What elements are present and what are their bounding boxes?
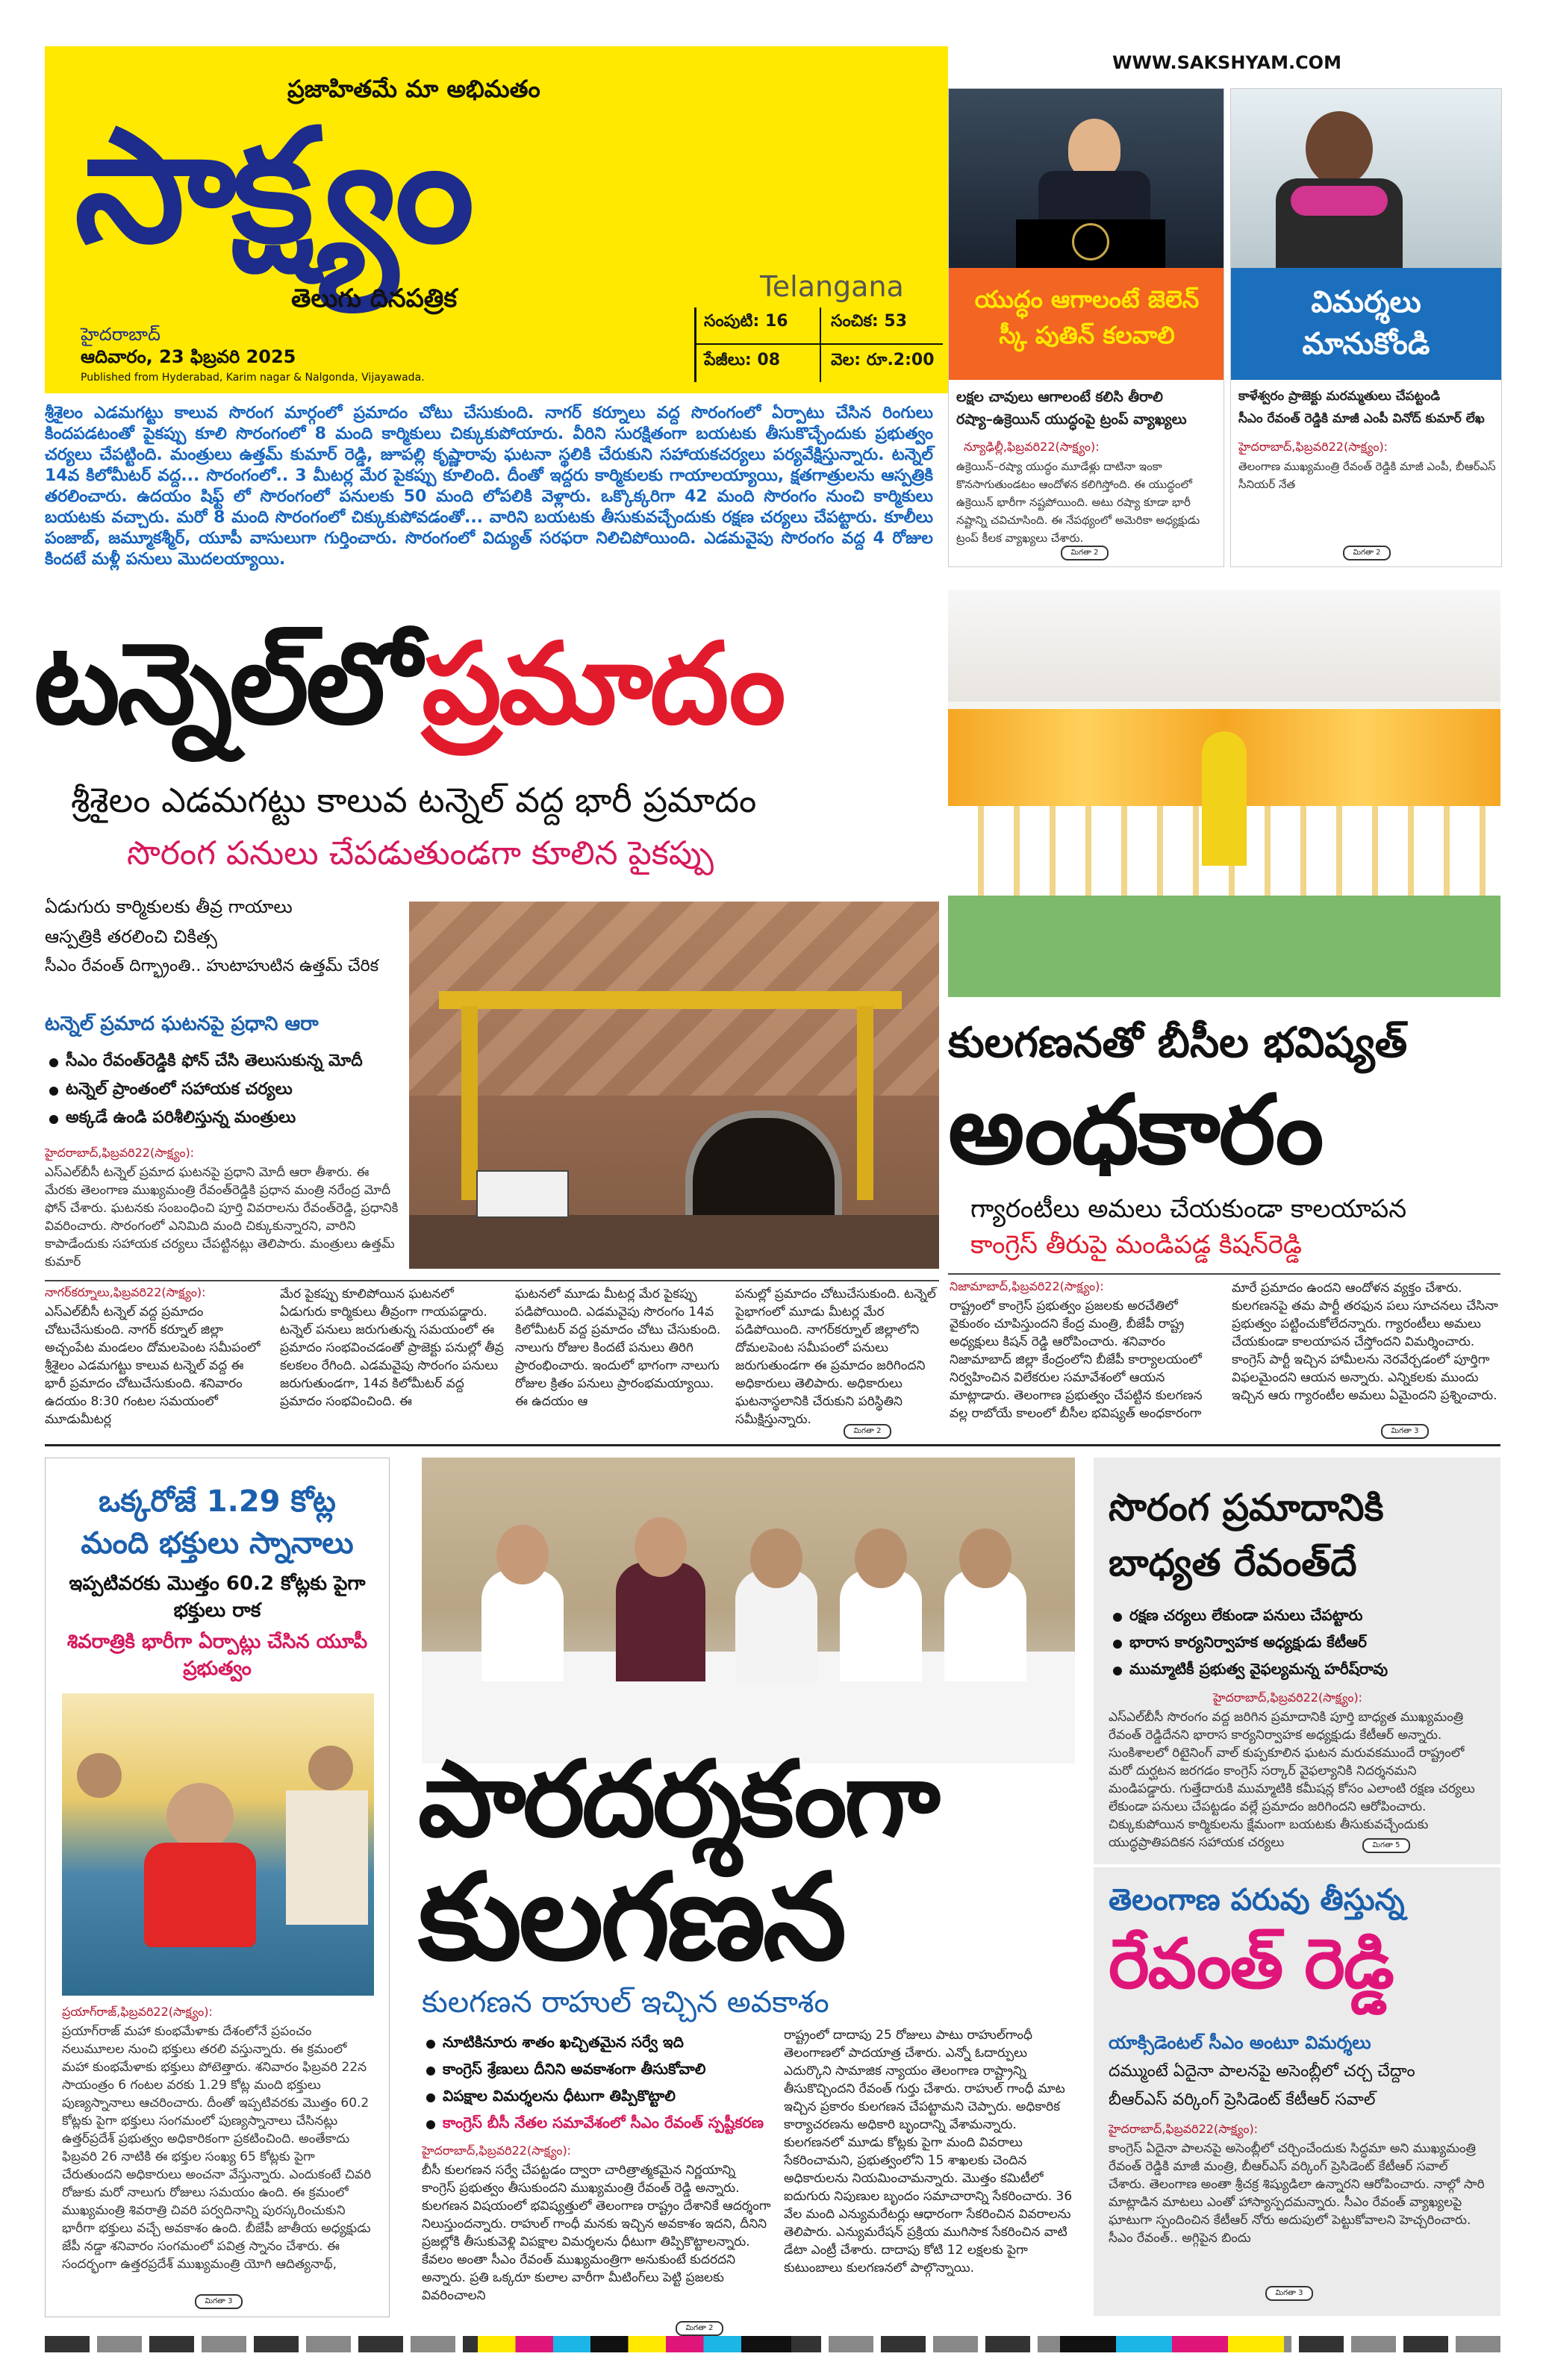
kishan-head2: అంధకారం [948,1075,1323,1186]
edition-label: Telangana [760,270,904,303]
teaser-right-sub1: కాళేశ్వరం ప్రాజెక్టు మరమ్మతులు చేపట్టండి [1238,389,1441,404]
kumbh-body: ప్రయాగ్‌రాజ్ మహా కుంభమేళాకు దేశంలోనే ప్రపంచం నలుమూలల నుంచి భక్తులు తరలి వస్తున్నారు. ఈ క్రమంలో మహా కుంభమేళాకు భక్తులు పోటెత్తారు. శనివారం ఫిబ్రవరి 22న సాయంత్రం 6 గంటల వరకు 1.29 కోట్ల మంది భక్తులు పుణ్యస్నానాలు ఆచరించారు. దీంతో ఇప్పటివరకు మొత్తం 60.2 కోట్లకు పైగా భక్తులు సంగమంలో పుణ్యస్నానాలు చేసినట్లు ఉత్తర్‌ప్రదేశ్ ప్రభుత్వం అధికారికంగా ప్రకటించింది. అంతేకాదు ఫిబ్రవరి 26 నాటికి ఈ భక్తుల సంఖ్య 65 కోట్లకు పైగా చేరుతుందని అధికారులు అంచనా వేస్తున్నారు. ఎందుకంటే చివరి రోజుకు మరో నాలుగు రోజులు సమయం ఉంది. ఈ క్రమంలో ముఖ్యమంత్రి శివరాత్రి చివరి పర్వదినాన్ని పురస్కరించుకుని భారీగా భక్తులు వచ్చే అవకాశం ఉంది. బీజేపీ జాతీయ అధ్యక్షుడు జేపీ నడ్డా శనివారం సంగమంలో పవిత్ర స్నానం చేశారు. ఈ సందర్భంగా ఉత్తరప్రదేశ్ ముఖ్యమంత్రి యోగి ఆదిత్యనాథ్, [62,2024,372,2272]
harish-dateline: హైదరాబాద్,ఫిబ్రవరి22(సాక్ష్యం): [1213,1690,1363,1705]
jump-pill[interactable]: మిగతా 5 [1362,1838,1410,1853]
census-point-3: విపక్షాల విమర్శలను ధీటుగా తిప్పికొట్టాలి [422,2084,773,2107]
pm-body: ఎస్ఎల్‌బీసీ టన్నెల్ ప్రమాద ఘటనపై ప్రధాని మోదీ ఆరా తీశారు. ఈ మేరకు తెలంగాణ ముఖ్యమంత్రి రేవంత్‌రెడ్డికి ప్రధాన మంత్రి నరేంద్ర మోదీ ఫోన్ చేశారు. ఘటనకు సంబంధించి పూర్తి వివరాలను రేవంత్‌రెడ్డి, ప్రధానికి వివరించారు. సొరంగంలో ఎనిమిది మంది చిక్కుకున్నారని, వారిని కాపాడేందుకు సహాయక చర్యలు చేపట్టినట్లు తెలిపారు. మంత్రులు ఉత్తమ్ కుమార్ [45,1165,399,1269]
lead-headline [34,619,944,784]
masthead-subtitle: తెలుగు దినపత్రిక [291,284,458,313]
jump-pill[interactable]: మిగతా 2 [676,2321,723,2336]
vinod-photo [1231,89,1501,268]
census-sub: కులగణన రాహుల్ ఇచ్చిన అవకాశం [422,1985,829,2020]
teaser-right [1230,88,1502,567]
lead-headline-red: ప్రమాదం [422,619,783,749]
logo: సాక్ష్యం [75,95,470,278]
pm-point-3: అక్కడే ఉండి పరిశీలిస్తున్న మంత్రులు [45,1106,402,1130]
ktr-head: రేవంత్ రెడ్డి [1109,1924,1393,2004]
pm-inquiry-title: టన్నెల్ ప్రమాద ఘటనపై ప్రధాని ఆరా [45,1013,319,1035]
teaser-left-sub1: లక్షల చావులు ఆగాలంటే కలిసి తీరాలి [956,389,1163,405]
lead-points [45,892,396,981]
ktr-body: కాంగ్రెస్ ఏదైనా పాలనపై అసెంబ్లీలో చర్చించేందుకు సిద్ధమా అని ముఖ్యమంత్రి రేవంత్ రెడ్డికి మాజీ మంత్రి, బీఆర్ఎస్ వర్కింగ్ ప్రెసిడెంట్ కేటీఆర్ సవాల్ చేశారు. తెలంగాణ అంతా శ్రీచక్ర శిష్యుడిలా ఉన్నారని ఆరోపించారు. నాల్గో సారి మాట్లాడిన మాటలు ఎంతో హాస్యాస్పదమన్నారు. సీఎం రేవంత్ వ్యాఖ్యలపై ఘాటుగా స్పందించిన కేటీఆర్ నోరు అదుపులో పెట్టుకోవాలని హెచ్చరించారు. సీఎం రేవంత్.. అగ్గిపైన బిందు [1109,2141,1485,2246]
harish-body: ఎస్‌ఎల్‌బీసీ సొరంగం వద్ద జరిగిన ప్రమాదానికి పూర్తి బాధ్యత ముఖ్యమంత్రి రేవంత్ రెడ్డిదేనని భారాస కార్యనిర్వాహక అధ్యక్షుడు కేటీఆర్ అన్నారు. సుంకిశాలలో రిటైనింగ్ వాల్ కుప్పకూలిన ఘటన మరువకముందే రాష్ట్రంలో మరో దుర్ఘటన జరగడం కాంగ్రెస్ సర్కార్ వైఫల్యానికి నిదర్శనమని మండిపడ్డారు. గుత్తేదారుకి ముమ్మాటికి కమీషన్ల కోసం ఎలాంటి రక్షణ చర్యలు లేకుండా పనులు చేపట్టడం వల్లే ప్రమాదం జరిగిందని ఆరోపించారు. చిక్కుకుపోయిన కార్మికులను క్షేమంగా బయటకు తీసుకువచ్చేందుకు యుద్ధప్రాతిపదికన సహాయక చర్యలు [1109,1710,1475,1850]
page-count: పేజీలు: 08 [704,351,781,369]
teaser-right-dateline: హైదరాబాద్,ఫిబ్రవరి22(సాక్ష్యం): [1238,440,1388,454]
kumbh-sub2: శివరాత్రికి భారీగా ఏర్పాట్లు చేసిన యూపీ ప్రభుత్వం [66,1631,368,1680]
lead-point-2: ఆస్పత్రికి తరలించి చికిత్స [45,926,217,947]
masthead-slogan: ప్రజాహితమే మా అభిమతం [287,75,540,103]
teaser-left-body: ఉక్రెయిన్–రష్యా యుద్ధం మూడేళ్లు దాటినా ఇంకా కొనసాగుతుండటం ఆందోళన కలిగిస్తోంది. ఈ యుద్ధంలో ఉక్రెయిన్ భారీగా నష్టపోయింది. అటు రష్యా కూడా భారీ నష్టాన్ని చవిచూసింది. ఈ నేపథ్యంలో అమెరికా అధ్యక్షుడు ట్రంప్ కీలక వ్యాఖ్యలు చేశారు. [956,460,1200,545]
teaser-left-headline: యుద్ధం ఆగాలంటే జెలెన్ స్కీ పుతిన్ కలవాలి [974,285,1200,349]
date-label: ఆదివారం, 23 ఫిబ్రవరి 2025 [81,346,296,367]
pm-point-1: సీఎం రేవంత్‌రెడ్డికి ఫోన్ చేసి తెలుసుకున్న మోదీ [45,1049,402,1073]
lead-point-3: సీఎం రేవంత్ దిగ్భ్రాంతి.. హుటాహుటిన ఉత్తమ్ చేరిక [45,957,379,975]
census-col2: రాష్ట్రంలో దాదాపు 25 రోజులు పాటు రాహుల్‌గాంధీ తెలంగాణలో పాదయాత్ర చేశారు. ఎన్నో ఓదార్పులు ఎదుర్కొని సామాజిక న్యాయం తెలంగాణ రాష్ట్రాన్ని తీసుకొచ్చిందని రేవంత్ గుర్తు చేశారు. రాహుల్ గాంధీ మాట ఇచ్చిన ప్రకారం కులగణన చేపట్టామని చెప్పారు. అధికారిక కార్యాచరణను అధికారి బృందాన్ని వేశామన్నారు. కులగణనలో మూడు కోట్లకు పైగా మంది వివరాలు సేకరించామని, ప్రభుత్వంలోని 15 శాఖలకు చెందిన అధికారులను నియమించామన్నారు. మొత్తం కమిటీలో ఐదుగురు నిపుణుల బృందం సమాచారాన్ని సేకరించారు. 36 వేల మంది ఎన్యుమరేటర్లు ఆధారంగా సేకరించిన వివరాలను తెలిపారు. ఎన్యుమరేషన్ ప్రక్రియ ముగిసాక సేకరించిన వాటి డేటా ఎంట్రీ చేశారు. దాదాపు కోటి 12 లక్షలకు పైగా కుటుంబాలు కులగణనలో పాల్గొన్నాయి. [784,2028,1073,2276]
color-bar [1060,2336,1284,2352]
census-col1: బీసీ కులగణన సర్వే చేపట్టడం ద్వారా చారిత్రాత్మకమైన నిర్ణయాన్ని కాంగ్రెస్ ప్రభుత్వం తీసుకుందని ముఖ్యమంత్రి రేవంత్ రెడ్డి అన్నారు. కులగణన విషయంలో భవిష్యత్తులో తెలంగాణ రాష్ట్రం దేశానికే ఆదర్శంగా నిలుస్తుందన్నారు. రాహుల్ గాంధీ మనకు ఇచ్చిన అవకాశం ఇదని, దీనిని ప్రజల్లోకి తీసుకువెళ్లి విపక్షాల విమర్శలను ధీటుగా తిప్పికొట్టాలన్నారు. కేవలం అంతా సీఎం రేవంత్ ముఖ్యమంత్రిగా అనుకుంటే కుదరదని అన్నారు. ప్రతి ఒక్కరూ కులాల వారీగా మీటింగ్‌లు పెట్టి ప్రజలకు వివరించాలని [422,2163,771,2303]
jump-pill[interactable]: మిగతా 2 [1061,546,1109,560]
teaser-left [948,88,1224,567]
kumbh-head: ఒక్కరోజే 1.29 కోట్ల మంది భక్తులు స్నానాలు [81,1484,354,1561]
kishan-col1: రాష్ట్రంలో కాంగ్రెస్ ప్రభుత్వం ప్రజలకు అరచేతిలో వైకుంఠం చూపిస్తుందని కేంద్ర మంత్రి, బీజేపీ రాష్ట్ర అధ్యక్షులు కిషన్ రెడ్డి ఆరోపించారు. శనివారం నిజామాబాద్ జిల్లా కేంద్రంలోని బీజేపీ కార్యాలయంలో నిర్వహించిన విలేకరుల సమావేశంలో ఆయన మాట్లాడారు. తెలంగాణ ప్రభుత్వం చేపట్టిన కులగణన వల్ల రాబోయే కాలంలో బీసీల భవిష్యత్ అంధకారంగా [950,1299,1203,1421]
teaser-left-sub2: రష్యా–ఉక్రెయిన్ యుద్ధంపై ట్రంప్ వ్యాఖ్యలు [956,411,1187,428]
ktr-sub1: యాక్సిడెంటల్ సీఎం అంటూ విమర్శలు [1109,2032,1371,2053]
price: వెల: రూ.2:00 [831,351,935,369]
lead-col2: మేర పైకప్పు కూలిపోయిన ఘటనలో ఏడుగురు కార్మికులు తీవ్రంగా గాయపడ్డారు. టన్నెల్ పనులు జరుగుతున్న సమయంలో ఈ ప్రమాదం సంభవించడంతో ప్రాజెక్టు పనుల్లో తీవ్ర కలకలం రేగింది. ఎడమవైపు సొరంగం పనులు జరుగుతుండగా, 14వ కిలోమీటర్ వద్ద ప్రమాదం సంభవించింది. ఈ [280,1287,504,1409]
pm-point-2: టన్నెల్ ప్రాంతంలో సహాయక చర్యలు [45,1078,402,1102]
harish-point-2: భారాస కార్యనిర్వాహక అధ్యక్షుడు కేటీఆర్ [1109,1631,1486,1653]
published-from: Published from Hyderabad, Karim nagar & Nalgonda, Vijayawada. [81,372,425,384]
intro-text: శ్రీశైలం ఎడమగట్టు కాలువ సొరంగ మార్గంలో ప్రమాదం చోటు చేసుకుంది. నాగర్ కర్నూలు వద్ద సొరంగంలో ఏర్పాటు చేసిన రింగులు కిందపడటంతో పైకప్పు కూలి సొరంగంలో 8 మంది కార్మికులు చిక్కుకుపోయారు. వీరిని సురక్షితంగా బయటకు తీసుకొచ్చేందుకు ప్రభుత్వం చర్యలు చేపట్టింది. మంత్రులు ఉత్తమ్ కుమార్ రెడ్డి, జూపల్లి కృష్ణారావు ఘటనా స్థలికి చేరుకుని సహాయకచర్యలు పర్యవేక్షిస్తున్నారు. టన్నెల్ 14వ కిలోమీటర్ వద్ద... సొరంగంలో.. 3 మీటర్ల మేర పైకప్పు కూలింది. దీంతో ఇద్దరు కార్మికులకు గాయాలయ్యాయి, క్షతగాత్రులను ఆస్పత్రికి తరలించారు. ఉదయం షిఫ్ట్ లో సొరంగంలో పనులకు 50 మంది లోపలికి వెళ్లారు. ఒక్కొక్కరిగా 42 మంది సొరంగం నుంచి కార్మికులు బయటకు వచ్చారు. మరో 8 మంది సొరంగంలో చిక్కుకుపోవడంతో... వారిని బయటకు తీసుకువచ్చేందుకు రక్షణ చర్యలు చేపట్టారు. కూలీలు పంజాబ్, జమ్మూకశ్మీర్, యూపీ వాసులుగా గుర్తించారు. సొరంగంలో విద్యుత్ సరఫరా నిలిచిపోయింది. ఎడమవైపు సొరంగం వద్ద 4 రోజుల కిందటే మళ్లీ పనులు మొదలయ్యాయి. [45,404,933,569]
census-dateline: హైదరాబాద్,ఫిబ్రవరి22(సాక్ష్యం): [422,2143,572,2158]
kumbh-sub1: ఇప్పటివరకు మొత్తం 60.2 కోట్లకు పైగా భక్తులు రాక [69,1572,366,1622]
jump-pill[interactable]: మిగతా 3 [1381,1424,1429,1439]
lead-col3: ఘటనలో మూడు మీటర్ల మేర పైకప్పు పడిపోయింది. ఎడమవైపు సొరంగం 14వ కిలోమీటర్ వద్ద ప్రమాదం చోటు చేసుకుంది. నాలుగు రోజుల కిందటే పనులు తిరిగి ప్రారంభించారు. ఇందులో భాగంగా నాలుగు రోజుల క్రితం పనులు ప్రారంభమయ్యాయి. ఈ ఉదయం ఆ [515,1287,721,1409]
teaser-right-headline-box [1231,268,1501,380]
teaser-right-sub2: సీఎం రేవంత్ రెడ్డికి మాజీ ఎంపీ వినోద్ కుమార్ లేఖ [1238,411,1485,426]
teaser-right-body: తెలంగాణ ముఖ్యమంత్రి రేవంత్ రెడ్డికి మాజీ ఎంపీ, బీఆర్ఎస్ సీనియర్ నేత [1238,460,1496,491]
masthead [45,46,948,393]
harish-point-3: ముమ్మాటికీ ప్రభుత్వ వైఫల్యమన్న హరీష్‌రావు [1109,1658,1486,1680]
kumbh-box [45,1458,390,2317]
volume: సంపుటి: 16 [704,312,788,331]
lead-sub1: శ్రీశైలం ఎడమగట్టు కాలువ టన్నెల్ వద్ద భారీ ప్రమాదం [71,780,757,820]
lead-col1-dateline: నాగర్‌కర్నూలు,ఫిబ్రవరి22(సాక్ష్యం): [45,1285,206,1299]
kumbh-photo [62,1693,374,1996]
ktr-dateline: హైదరాబాద్,ఫిబ్రవరి22(సాక్ష్యం): [1109,2122,1259,2136]
kishan-sub1: గ్యారంటీలు అమలు చేయకుండా కాలయాపన [970,1194,1407,1224]
city-label: హైదరాబాద్ [81,324,160,345]
census-point-2: కాంగ్రెస్ శ్రేణులు దీనిని అవకాశంగా తీసుకోవాలి [422,2058,773,2080]
harish-point-1: రక్షణ చర్యలు లేకుండా పనులు చేపట్టారు [1109,1604,1486,1626]
website-link[interactable]: WWW.SAKSHYAM.COM [1112,52,1341,73]
issue: సంచిక: 53 [831,312,908,331]
census-points [422,2026,773,2138]
jump-pill[interactable]: మిగతా 2 [844,1424,891,1439]
cabinet-photo [422,1458,1075,1764]
bjp-meeting-photo [948,590,1500,997]
lead-col1: ఎస్ఎల్‌బీసీ టన్నెల్ వద్ద ప్రమాదం చోటుచేసుకుంది. నాగర్ కర్నూల్ జిల్లా అచ్చంపేట మండలం దోమలపెంట సమీపంలో శ్రీశైలం ఎడమగట్టు కాలువ టన్నెల్ వద్ద ఈ భారీ ప్రమాదం చోటుచేసుకుంది. శనివారం ఉదయం 8:30 గంటల సమయంలో మూడుమీటర్ల [45,1305,261,1427]
kumbh-dateline: ప్రయాగ్‌రాజ్,ఫిబ్రవరి22(సాక్ష్యం): [62,2005,213,2019]
ktr-kicker: తెలంగాణ పరువు తీస్తున్న [1109,1883,1405,1917]
color-bar [478,2336,791,2352]
pm-dateline: హైదరాబాద్,ఫిబ్రవరి22(సాక్ష్యం): [45,1146,195,1160]
lead-col4: పనుల్లో ప్రమాదం చోటుచేసుకుంది. టన్నెల్ పైభాగంలో మూడు మీటర్ల మేర పడిపోయింది. నాగర్‌కర్నూల్ జిల్లాలోని దోమలపెంట సమీపంలో పనులు జరుగుతుండగా ఈ ప్రమాదం జరిగిందని అధికారులు తెలిపారు. అధికారులు ఘటనాస్థలానికి చేరుకుని పరిస్థితిని సమీక్షిస్తున్నారు. [735,1287,936,1427]
tunnel-photo [409,902,939,1269]
lead-point-1: ఏడుగురు కార్మికులకు తీవ్ర గాయాలు [45,896,293,917]
teaser-right-headline: విమర్శలు మానుకోండి [1302,285,1430,361]
kishan-col2: మారే ప్రమాదం ఉందని ఆందోళన వ్యక్తం చేశారు. కులగణనపై తమ పార్టీ తరఫున పలు సూచనలు చేసినా ప్రభుత్వం పట్టించుకోలేదన్నారు. గ్యారంటీలు అమలు చేయకుండా కాలయాపన చేస్తోందని విమర్శించారు. కాంగ్రెస్ పార్టీ ఇచ్చిన హామీలను నెరవేర్చడంలో పూర్తిగా విఫలమైందని ఆయన అన్నారు. ఎన్నికలకు ముందు ఇచ్చిన ఆరు గ్యారంటీల అమలు ఏమైందని ప్రశ్నించారు. [1232,1281,1498,1403]
ktr-sub2: దమ్ముంటే ఏదైనా పాలనపై అసెంబ్లీలో చర్చ చేద్దాం [1109,2062,1415,2081]
trump-photo [949,89,1224,268]
lead-headline-black: టన్నెల్‌లో [34,619,419,749]
jump-pill[interactable]: మిగతా 2 [1343,546,1391,560]
pm-inquiry-box [45,1004,402,1276]
kishan-head1: కులగణనతో బీసీల భవిష్యత్ [948,1019,1408,1067]
jump-pill[interactable]: మిగతా 3 [195,2294,243,2309]
census-point-4: కాంగ్రెస్ బీసీ నేతల సమావేశంలో సీఎం రేవంత్ స్పష్టీకరణ [422,2111,773,2134]
census-head2: కులగణన [418,1847,844,1987]
census-point-1: నూటికినూరు శాతం ఖచ్చితమైన సర్వే ఇది [422,2031,773,2053]
kishan-dateline: నిజామాబాద్,ఫిబ్రవరి22(సాక్ష్యం): [950,1279,1104,1293]
tunnel-blame-box [1094,1458,1500,2316]
harish-head: సొరంగ ప్రమాదానికి బాధ్యత రేవంత్‌దే [1109,1486,1384,1584]
lead-sub2: సొరంగ పనులు చేపడుతుండగా కూలిన పైకప్పు [127,834,714,872]
kishan-sub2: కాంగ్రెస్ తీరుపై మండిపడ్డ కిషన్‌రెడ్డి [970,1230,1303,1260]
teaser-left-headline-box [949,268,1224,380]
jump-pill[interactable]: మిగతా 3 [1265,2286,1313,2301]
info-box [694,307,943,382]
teaser-left-dateline: న్యూఢిల్లీ,ఫిబ్రవరి22(సాక్ష్యం): [964,440,1100,454]
ktr-sub3: బీఆర్ఎస్ వర్కింగ్ ప్రెసిడెంట్ కేటీఆర్ సవాల్ [1109,2090,1376,2109]
census-head1: పారదర్శకంగా [418,1739,938,1861]
